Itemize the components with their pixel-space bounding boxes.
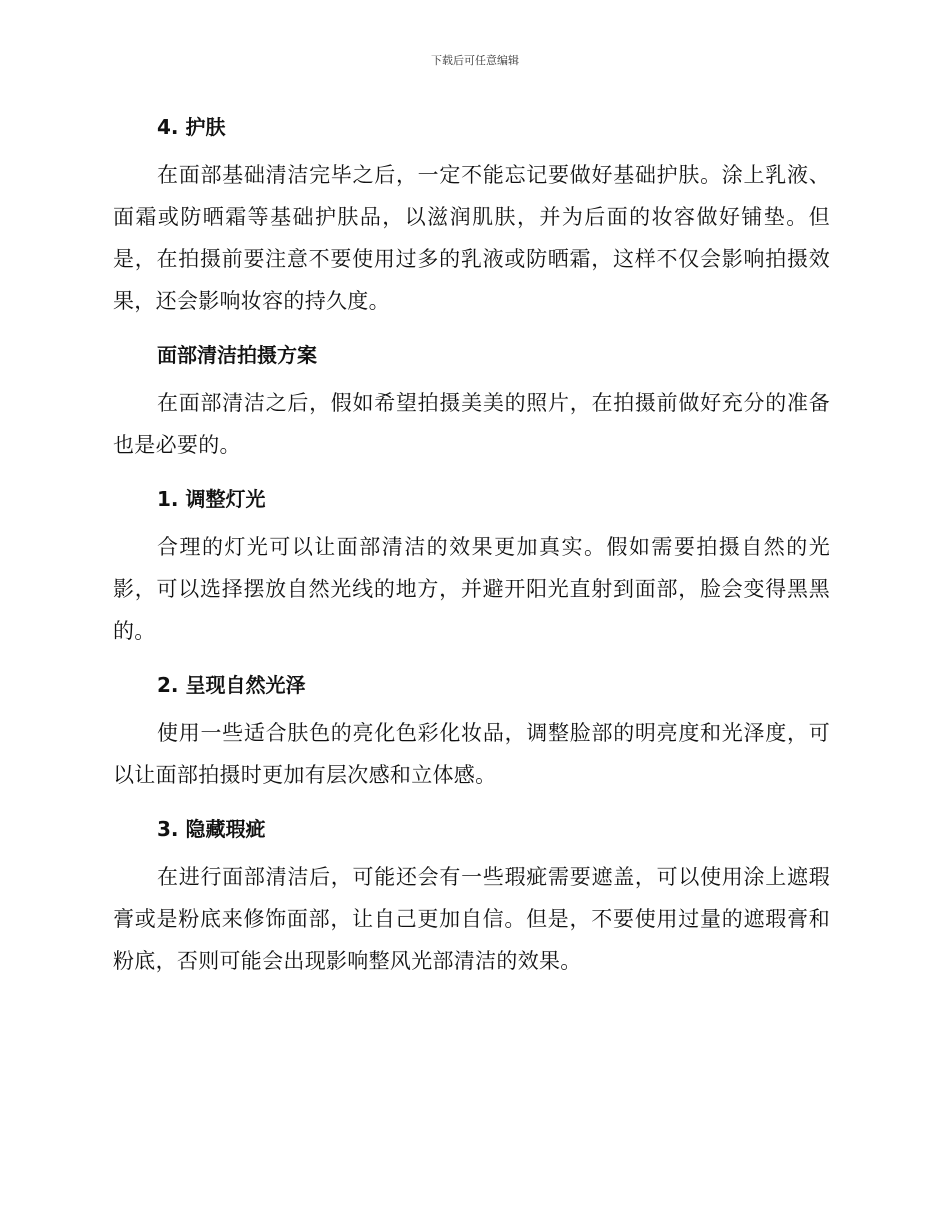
- section-paragraph-photo-plan: 在面部清洁之后，假如希望拍摄美美的照片，在拍摄前做好充分的准备也是必要的。: [113, 391, 830, 457]
- document-body: [113, 108, 830, 982]
- section-paragraph-lighting: 合理的灯光可以让面部清洁的效果更加真实。假如需要拍摄自然的光影，可以选择摆放自然光线的地方，并避开阳光直射到面部，脸会变得黑黑的。: [113, 535, 830, 643]
- section-heading-natural-glow: 2. 呈现自然光泽: [157, 673, 306, 697]
- section-heading-photo-plan: 面部清洁拍摄方案: [157, 343, 317, 367]
- section-paragraph-conceal: 在进行面部清洁后，可能还会有一些瑕疵需要遮盖，可以使用涂上遮瑕膏或是粉底来修饰面部，让自己更加自信。但是，不要使用过量的遮瑕膏和粉底，否则可能会出现影响整风光部清洁的效果。: [113, 865, 830, 973]
- section-heading-skincare: 4. 护肤: [157, 115, 226, 139]
- section-heading-conceal: 3. 隐藏瑕疵: [157, 817, 266, 841]
- page-header: 下载后可任意编辑: [431, 54, 519, 67]
- section-heading-lighting: 1. 调整灯光: [157, 487, 266, 511]
- section-paragraph-skincare: 在面部基础清洁完毕之后，一定不能忘记要做好基础护肤。涂上乳液、面霜或防晒霜等基础护肤品，以滋润肌肤，并为后面的妆容做好铺垫。但是，在拍摄前要注意不要使用过多的乳液或防晒霜，这样不仅会影响拍摄效果，还会影响妆容的持久度。: [113, 163, 830, 313]
- section-paragraph-natural-glow: 使用一些适合肤色的亮化色彩化妆品，调整脸部的明亮度和光泽度，可以让面部拍摄时更加有层次感和立体感。: [113, 721, 830, 787]
